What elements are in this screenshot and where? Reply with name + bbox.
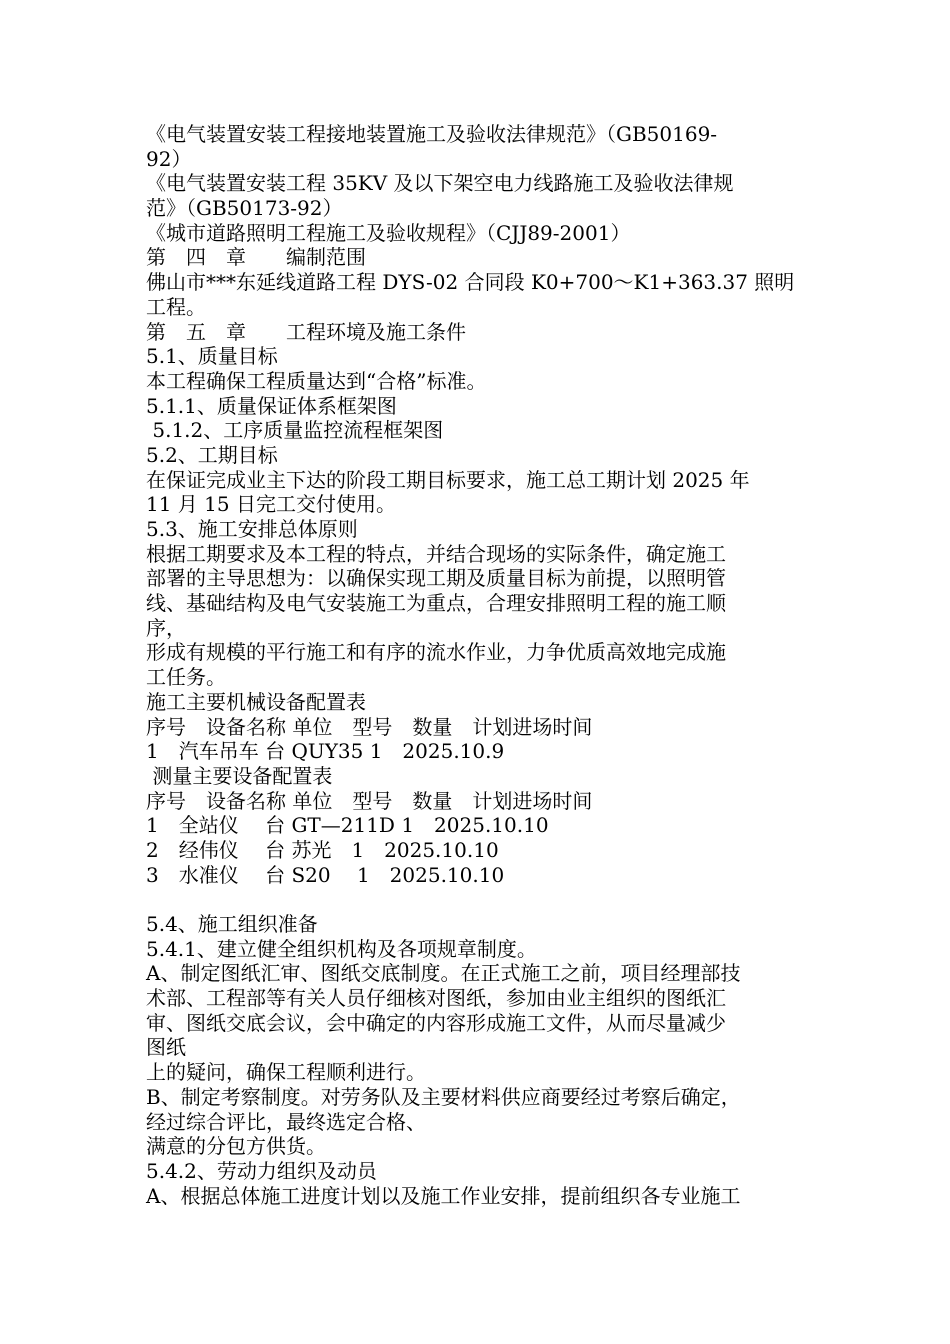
text-line: 5.2、工期目标 [146, 442, 278, 467]
text-line: 2 经伟仪 台 苏光 1 2025.10.10 [146, 837, 499, 862]
text-line: 审、图纸交底会议，会中确定的内容形成施工文件，从而尽量减少 [146, 1010, 726, 1035]
text-line: 线、基础结构及电气安装施工为重点，合理安排照明工程的施工顺 [146, 591, 726, 616]
text-line: 5.1.2、工序质量监控流程框架图 [146, 418, 444, 443]
text-line: 第 四 章 编制范围 [146, 245, 366, 270]
text-line: 序号 设备名称 单位 型号 数量 计划进场时间 [146, 788, 593, 813]
text-line: 部署的主导思想为：以确保实现工期及质量目标为前提，以照明管 [146, 566, 726, 591]
text-line: A、根据总体施工进度计划以及施工作业安排，提前组织各专业施工 [146, 1183, 741, 1208]
text-line: 根据工期要求及本工程的特点，并结合现场的实际条件，确定施工 [146, 541, 726, 566]
text-line: 《电气装置安装工程 35KV 及以下架空电力线路施工及验收法律规 [146, 171, 734, 196]
text-line: A、制定图纸汇审、图纸交底制度。在正式施工之前，项目经理部技 [146, 961, 741, 986]
text-line: 3 水准仪 台 S20 1 2025.10.10 [146, 862, 505, 887]
text-line: 在保证完成业主下达的阶段工期目标要求，施工总工期计划 2025 年 [146, 467, 750, 492]
text-line: 序， [146, 615, 186, 640]
text-line: 92） [146, 146, 192, 171]
text-line: B、制定考察制度。对劳务队及主要材料供应商要经过考察后确定， [146, 1084, 741, 1109]
text-line: 图纸 [146, 1035, 186, 1060]
text-line: 测量主要设备配置表 [146, 763, 333, 788]
text-line: 术部、工程部等有关人员仔细核对图纸，参加由业主组织的图纸汇 [146, 986, 726, 1011]
text-line: 上的疑问，确保工程顺利进行。 [146, 1060, 426, 1085]
text-line: 11 月 15 日完工交付使用。 [146, 492, 396, 517]
text-line: 本工程确保工程质量达到“合格”标准。 [146, 368, 487, 393]
text-line: 5.4.2、劳动力组织及动员 [146, 1158, 377, 1183]
text-line: 工程。 [146, 294, 206, 319]
text-line: 《电气装置安装工程接地装置施工及验收法律规范》（GB50169- [146, 122, 718, 146]
text-line: 施工主要机械设备配置表 [146, 689, 366, 714]
text-line: 范》（GB50173-92） [146, 196, 343, 221]
text-line: 《城市道路照明工程施工及验收规程》（CJJ89-2001） [146, 220, 631, 245]
document-body [146, 122, 811, 1208]
text-line: 5.3、施工安排总体原则 [146, 517, 358, 541]
text-line: 1 全站仪 台 GT—211D 1 2025.10.10 [146, 813, 549, 838]
text-line: 1 汽车吊车 台 QUY35 1 2025.10.9 [146, 739, 505, 764]
text-line: 第 五 章 工程环境及施工条件 [146, 319, 466, 344]
text-line: 满意的分包方供货。 [146, 1134, 326, 1159]
text-line: 形成有规模的平行施工和有序的流水作业，力争优质高效地完成施 [146, 640, 726, 665]
text-line: 5.1.1、质量保证体系框架图 [146, 393, 397, 418]
text-line: 工任务。 [146, 665, 226, 690]
blank-line [146, 887, 811, 912]
text-line: 5.1、质量目标 [146, 344, 278, 369]
text-line: 序号 设备名称 单位 型号 数量 计划进场时间 [146, 714, 593, 739]
text-line: 经过综合评比，最终选定合格、 [146, 1109, 426, 1134]
text-line: 5.4、施工组织准备 [146, 912, 318, 936]
text-line: 佛山市***东延线道路工程 DYS-02 合同段 K0+700～K1+363.37 照明 [146, 270, 795, 295]
text-line: 5.4.1、建立健全组织机构及各项规章制度。 [146, 936, 537, 961]
